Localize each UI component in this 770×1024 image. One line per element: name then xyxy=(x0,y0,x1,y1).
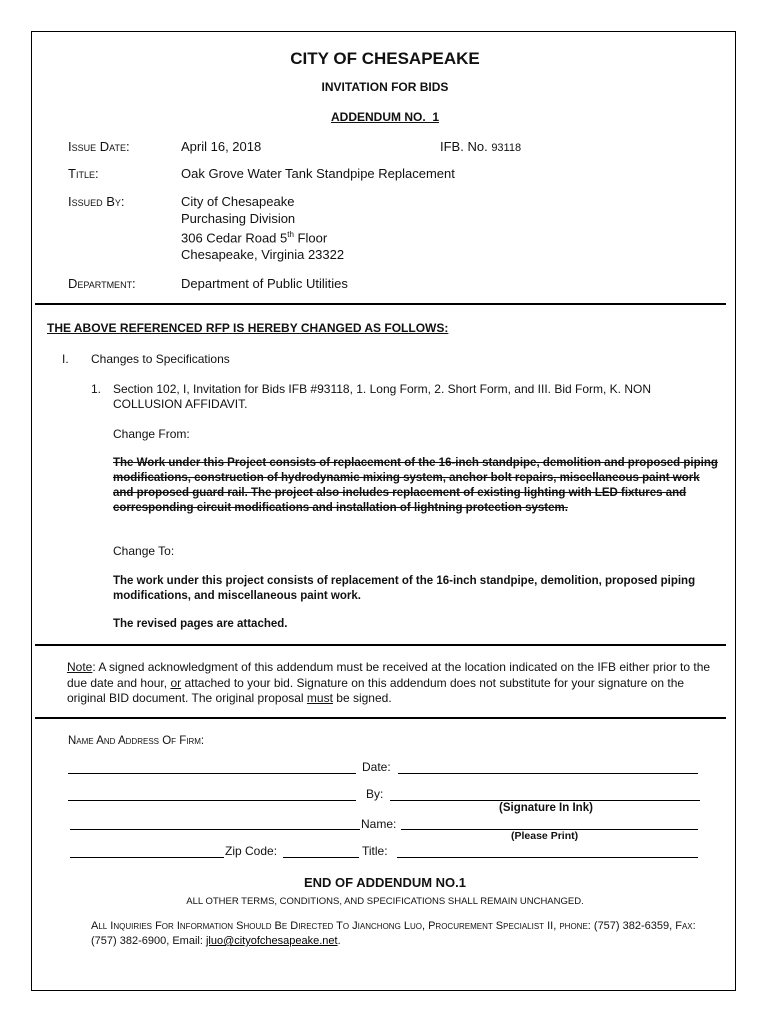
signature-hint: (Signature In Ink) xyxy=(499,802,593,814)
change-to-label: Change To: xyxy=(113,544,175,558)
firm-city-line[interactable] xyxy=(70,857,224,858)
issuer-name: City of Chesapeake xyxy=(181,194,295,209)
ifb-number xyxy=(440,139,521,154)
terms-unchanged: ALL OTHER TERMS, CONDITIONS, AND SPECIFICATIONS SHALL REMAIN UNCHANGED. xyxy=(186,896,584,907)
date-field[interactable] xyxy=(398,773,698,774)
inquiries-contact: All Inquiries For Information Should Be Directed To Jianchong Luo, Procurement Specialist II, phone: (757) 382-6359, Fax: (757) 382-6900, Email: jluo@cityofchesapeake.net. xyxy=(91,920,696,947)
name-label: Name: xyxy=(361,817,397,831)
divider xyxy=(35,644,726,646)
issuer-city: Chesapeake, Virginia 23322 xyxy=(181,246,345,262)
ifb-value: 93118 xyxy=(491,142,522,154)
firm-name-address-label: Name And Address Of Firm: xyxy=(68,735,205,747)
department-value: Department of Public Utilities xyxy=(181,276,348,291)
acknowledgment-note: Note: A signed acknowledgment of this addendum must be received at the location indicated on the IFB either prior to the due date and hour, or attached to your bid. Signature on this addendum does not substitute for your signature on the original BID document. The original proposal must be signed. xyxy=(67,660,711,705)
issuer-street: 306 Cedar Road 5th Floor xyxy=(181,230,328,246)
section-number: I. xyxy=(62,352,69,366)
divider xyxy=(35,303,726,305)
issue-date-label: Issue Date: xyxy=(68,139,130,154)
divider xyxy=(35,717,726,719)
title-value: Oak Grove Water Tank Standpipe Replacement xyxy=(181,166,455,181)
change-from-label: Change From: xyxy=(113,427,190,441)
issued-by-address xyxy=(181,194,344,263)
zip-code-field[interactable] xyxy=(283,857,359,858)
title-field-label: Title: xyxy=(362,844,388,858)
title-field[interactable] xyxy=(397,857,698,858)
department-label: Department: xyxy=(68,276,136,291)
zip-code-label: Zip Code: xyxy=(225,844,278,858)
change-to-text: The work under this project consists of replacement of the 16-inch standpipe, demolition, proposed piping modifications, and miscellaneous paint work. xyxy=(113,575,696,602)
title-label: Title: xyxy=(68,166,99,181)
change-from-text: The Work under this Project consists of replacement of the 16-inch standpipe, demolition and proposed piping modifications, construction of hydrodynamic mixing system, anchor bolt repairs, miscellaneous paint work and proposed guard rail. The project also includes replacement of existing lighting with LED fixtures and corresponding circuit modifications and installation of lightning protection system. xyxy=(113,457,718,514)
issue-date-value: April 16, 2018 xyxy=(181,139,262,154)
issued-by-label: Issued By: xyxy=(68,194,125,209)
firm-address-line-2[interactable] xyxy=(68,800,356,801)
changes-heading: THE ABOVE REFERENCED RFP IS HEREBY CHANGED AS FOLLOWS: xyxy=(47,321,449,335)
date-label: Date: xyxy=(362,760,391,774)
document-title: CITY OF CHESAPEAKE xyxy=(290,49,480,68)
by-label: By: xyxy=(366,787,384,801)
revised-pages-note: The revised pages are attached. xyxy=(113,618,288,630)
item-number: 1. xyxy=(91,382,102,396)
ifb-label: IFB. No. xyxy=(440,139,488,154)
item-text: Section 102, I, Invitation for Bids IFB #93118, 1. Long Form, 2. Short Form, and III. Bid Form, K. NON COLLUSION AFFIDAVIT. xyxy=(113,382,652,411)
firm-address-line-1[interactable] xyxy=(68,773,356,774)
firm-address-line-3[interactable] xyxy=(70,829,360,830)
document-subtitle: INVITATION FOR BIDS xyxy=(321,80,449,94)
section-title: Changes to Specifications xyxy=(91,352,230,366)
end-of-addendum: END OF ADDENDUM NO.1 xyxy=(303,875,467,890)
print-hint: (Please Print) xyxy=(511,830,579,842)
issuer-division: Purchasing Division xyxy=(181,210,296,226)
email-link[interactable]: jluo@cityofchesapeake.net xyxy=(205,935,338,947)
addendum-number: ADDENDUM NO. 1 xyxy=(330,110,439,124)
signature-field[interactable] xyxy=(390,800,700,801)
